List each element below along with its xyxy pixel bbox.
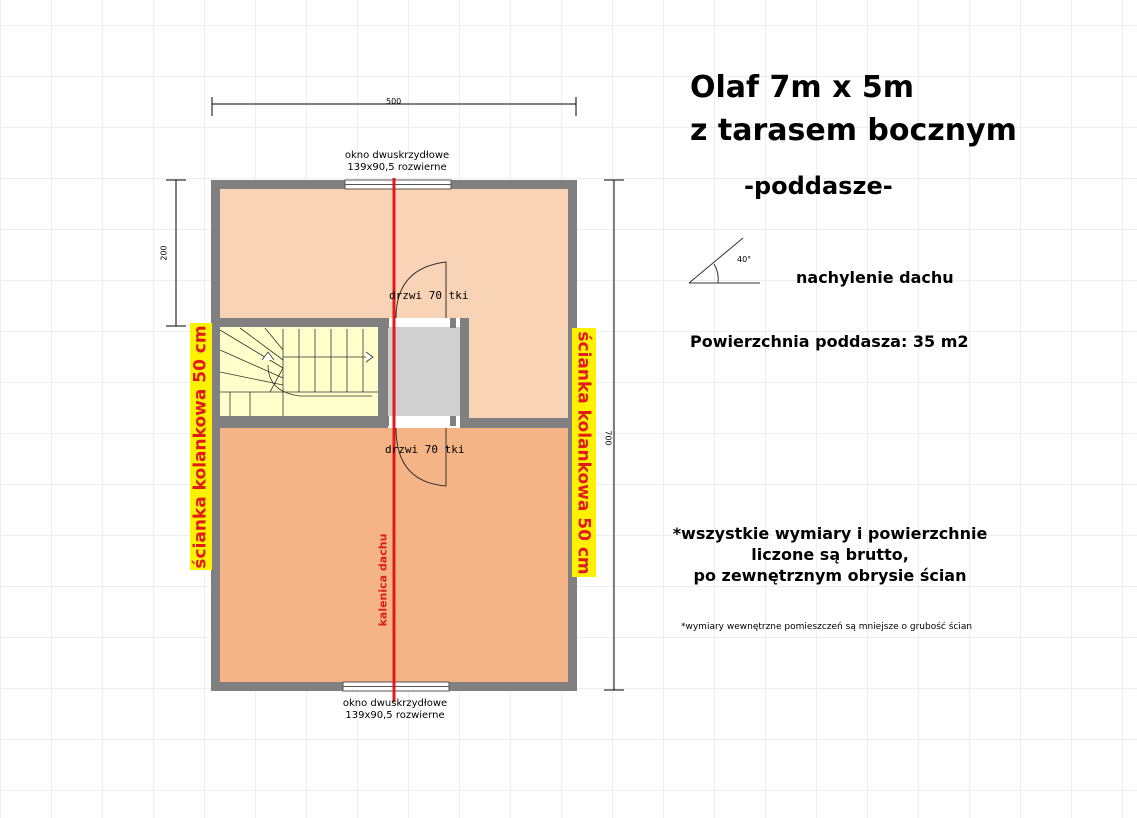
knee-wall-right-text: ścianka kolankowa 50 cm <box>574 330 594 575</box>
window-top-label <box>317 150 477 174</box>
lower-door-opening <box>388 416 460 428</box>
window-bottom-size: 139x90,5 rozwierne <box>345 710 445 721</box>
upper-door-opening <box>388 318 460 327</box>
left-height-dimension-line <box>166 180 186 326</box>
roof-ridge-label: kalenica dachu <box>376 533 390 627</box>
window-bottom <box>343 682 449 691</box>
window-top-type: okno dwuskrzydłowe <box>344 150 450 161</box>
window-top-size: 139x90,5 rozwierne <box>347 162 447 173</box>
knee-wall-left-text: ścianka kolankowa 50 cm <box>191 324 211 569</box>
window-top <box>345 180 451 189</box>
knee-wall-left-label <box>190 323 212 570</box>
knee-wall-right-label <box>572 328 596 577</box>
gross-note-line3: po zewnętrznym obrysie ścian <box>693 566 967 585</box>
lower-door-label: drzwi 70 tki <box>385 443 465 456</box>
plan-title-line1: Olaf 7m x 5m <box>690 70 915 105</box>
roof-angle-label: 40° <box>737 255 752 264</box>
gross-note <box>640 523 1020 586</box>
hall <box>388 327 460 416</box>
window-bottom-label <box>315 698 475 722</box>
level-label: -poddasze- <box>744 172 893 200</box>
gross-note-line1: *wszystkie wymiary i powierzchnie <box>672 524 988 543</box>
width-dimension-label: 500 <box>386 97 402 106</box>
upper-room-extension <box>469 189 568 418</box>
roof-pitch-label: nachylenie dachu <box>796 268 954 287</box>
gross-note-line2: liczone są brutto, <box>751 545 909 564</box>
attic-area-label: Powierzchnia poddasza: 35 m2 <box>690 332 969 351</box>
plan-title-line2: z tarasem bocznym <box>690 113 1017 148</box>
left-height-dimension-label: 200 <box>159 245 169 261</box>
right-height-dimension-label: 700 <box>603 430 613 446</box>
internal-dimensions-note: *wymiary wewnętrzne pomieszczeń są mniejsze o grubość ścian <box>681 622 973 632</box>
window-bottom-type: okno dwuskrzydłowe <box>342 698 448 709</box>
upper-door-label: drzwi 70 tki <box>389 289 469 302</box>
